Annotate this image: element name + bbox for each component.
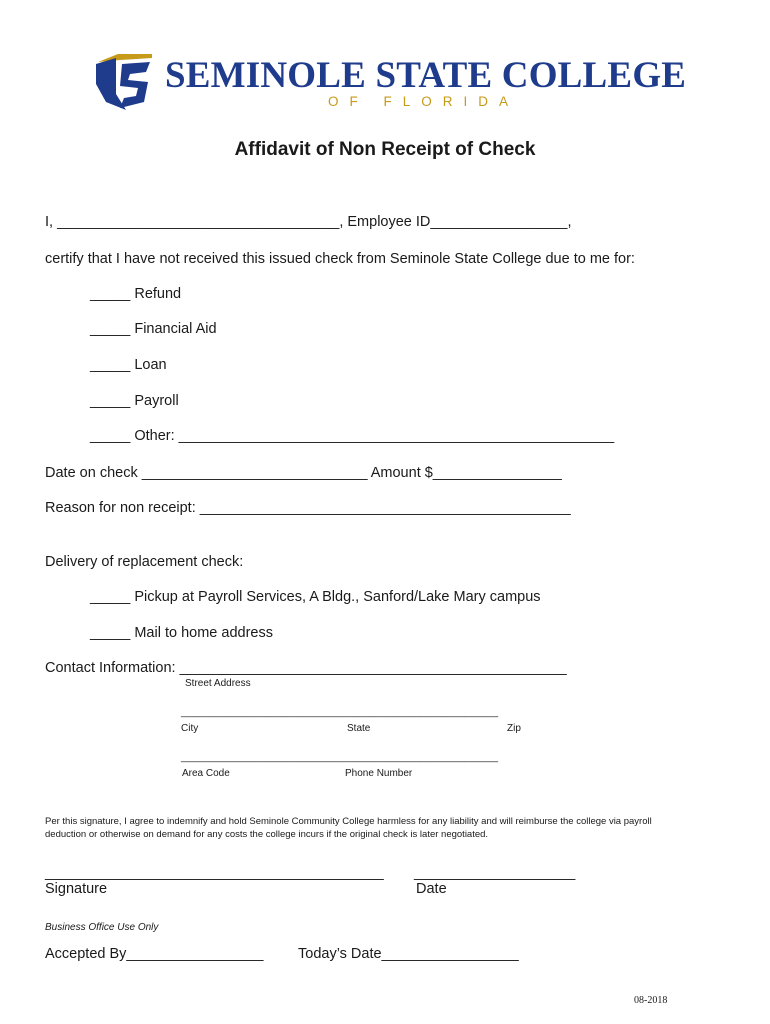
signature-line[interactable]: __________________________________________ [45, 865, 384, 881]
city-label: City [181, 723, 199, 734]
delivery-mail[interactable]: _____ Mail to home address [90, 625, 273, 641]
name-employee-id-line[interactable]: I, ___________________________________, Employee ID_________________, [45, 214, 572, 230]
zip-label: Zip [507, 723, 521, 734]
reason-loan[interactable]: _____ Loan [90, 357, 167, 373]
street-address-label: Street Address [185, 678, 251, 689]
date-amount-line[interactable]: Date on check ____________________________ Amount $________________ [45, 465, 562, 481]
reason-non-receipt-line[interactable]: Reason for non receipt: ______________________________________________ [45, 500, 571, 516]
certify-statement: certify that I have not received this issued check from Seminole State College due to me for: [45, 251, 635, 267]
contact-information-line[interactable]: Contact Information: ________________________________________________ [45, 660, 567, 676]
reason-refund[interactable]: _____ Refund [90, 286, 182, 302]
form-version-code: 08-2018 [634, 995, 668, 1006]
city-state-zip-line[interactable]: _________________________________________________________ [181, 707, 499, 718]
college-subtitle: OF FLORIDA [328, 94, 520, 109]
college-logo [92, 50, 687, 114]
delivery-heading: Delivery of replacement check: [45, 554, 244, 570]
accepted-by-line[interactable]: Accepted By_________________ [45, 946, 264, 962]
reason-other[interactable]: _____ Other: ______________________________________________________ [90, 428, 615, 444]
disclaimer-line-2: deduction or otherwise on demand for any costs the college incurs if the original check is later negotiated. [45, 829, 489, 840]
state-label: State [347, 723, 371, 734]
reason-payroll[interactable]: _____ Payroll [90, 393, 179, 409]
office-use-label: Business Office Use Only [45, 922, 159, 933]
date-label: Date [416, 881, 447, 897]
form-title: Affidavit of Non Receipt of Check [234, 139, 536, 160]
seminole-s-emblem-icon [92, 50, 158, 114]
phone-number-label: Phone Number [345, 768, 413, 779]
signature-label: Signature [45, 881, 108, 897]
phone-line[interactable]: _________________________________________________________ [181, 752, 499, 763]
area-code-label: Area Code [182, 768, 230, 779]
date-signature-line[interactable]: ____________________ [414, 865, 576, 881]
delivery-pickup[interactable]: _____ Pickup at Payroll Services, A Bldg., Sanford/Lake Mary campus [90, 589, 541, 605]
reason-financial-aid[interactable]: _____ Financial Aid [90, 321, 217, 337]
disclaimer-line-1: Per this signature, I agree to indemnify and hold Seminole Community College harmless for any liability and will reimburse the college via payroll [45, 816, 652, 827]
college-name: SEMINOLE STATE COLLEGE [165, 55, 687, 96]
todays-date-line[interactable]: Today’s Date_________________ [298, 946, 519, 962]
